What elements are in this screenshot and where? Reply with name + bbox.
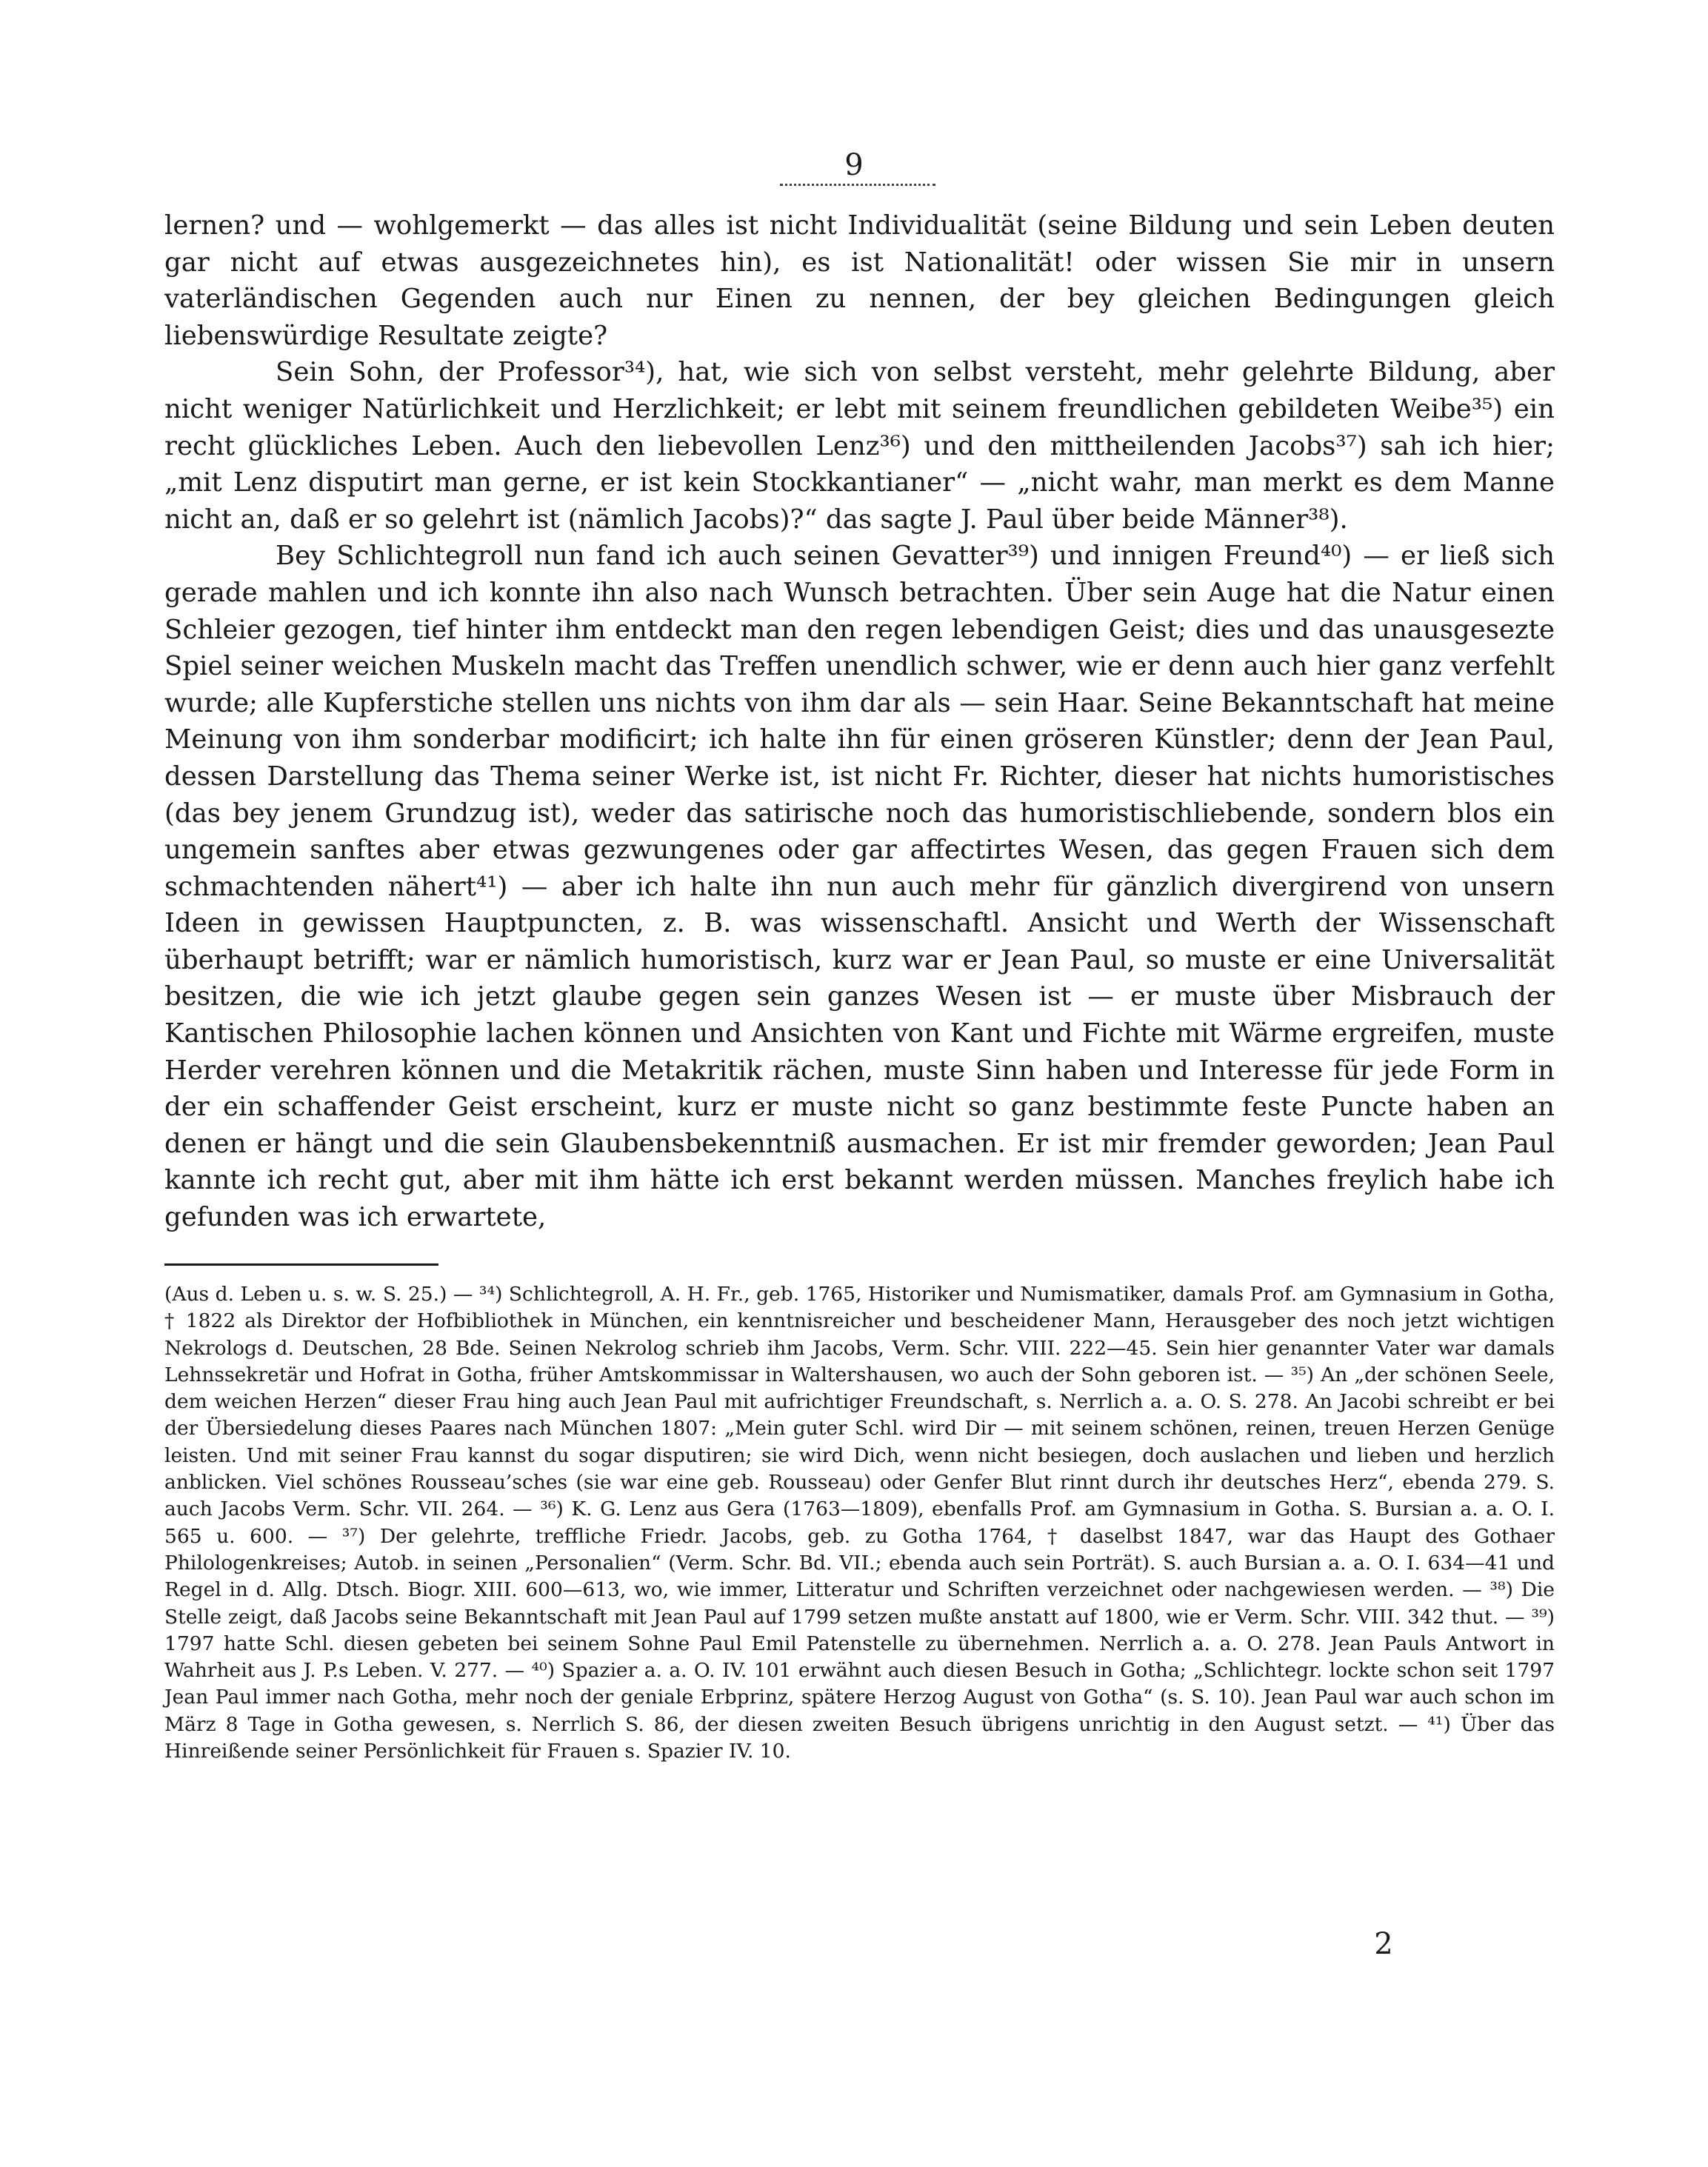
paragraph: lernen? und — wohlgemerkt — das alles ist nicht Individualität (seine Bildung und sein Leben deuten gar nicht auf etwas ausgezeichnetes hin), es ist Nationalität! oder wissen Sie mir in unsern vaterländischen Gegenden auch nur Einen zu nennen, der bey gleichen Bedingungen gleich liebenswürdige Resultate zeigte? [164, 210, 1555, 351]
footnote-block: (Aus d. Leben u. s. w. S. 25.) — ³⁴) Schlichtegroll, A. H. Fr., geb. 1765, Historiker und Numismatiker, damals Prof. am Gymnasium in Gotha, † 1822 als Direktor der Hofbibliothek in München, ein kenntnisreicher und bescheidener Mann, Herausgeber des noch jetzt wichtigen Nekrologs d. Deutschen, 28 Bde. Seinen Nekrolog schrieb ihm Jacobs, Verm. Schr. VIII. 222—45. Sein hier genannter Vater war damals Lehnssekretär und Hofrat in Gotha, früher Amtskommissar in Waltershausen, wo auch der Sohn geboren ist. — ³⁵) An „der schönen Seele, dem weichen Herzen“ dieser Frau hing auch Jean Paul mit aufrichtiger Freundschaft, s. Nerrlich a. a. O. S. 278. An Jacobi schreibt er bei der Übersiedelung dieses Paares nach München 1807: „Mein guter Schl. wird Dir — mit seinem schönen, reinen, treuen Herzen Genüge leisten. Und mit seiner Frau kannst du sogar disputiren; sie wird Dich, wenn nicht besiegen, doch auslachen und lieben und herzlich anblicken. Viel schönes Rousseau’sches (sie war eine geb. Rousseau) oder Genfer Blut rinnt durch ihr deutsches Herz“, ebenda 279. S. auch Jacobs Verm. Schr. VII. 264. — ³⁶) K. G. Lenz aus Gera (1763—1809), ebenfalls Prof. am Gymnasium in Gotha. S. Bursian a. a. O. I. 565 u. 600. — ³⁷) Der gelehrte, treffliche Friedr. Jacobs, geb. zu Gotha 1764, † daselbst 1847, war das Haupt des Gothaer Philologenkreises; Autob. in seinen „Personalien“ (Verm. Schr. Bd. VII.; ebenda auch sein Porträt). S. auch Bursian a. a. O. I. 634—41 und Regel in d. Allg. Dtsch. Biogr. XIII. 600—613, wo, wie immer, Litteratur und Schriften verzeichnet oder nachgewiesen werden. — ³⁸) Die Stelle zeigt, daß Jacobs seine Bekanntschaft mit Jean Paul auf 1799 setzen mußte anstatt auf 1800, wie er Verm. Schr. VIII. 342 thut. — ³⁹) 1797 hatte Schl. diesen gebeten bei seinem Sohne Paul Emil Patenstelle zu übernehmen. Nerrlich a. a. O. 278. Jean Pauls Antwort in Wahrheit aus J. P.s Leben. V. 277. — ⁴⁰) Spazier a. a. O. IV. 101 erwähnt auch diesen Besuch in Gotha; „Schlichtegr. lockte schon seit 1797 Jean Paul immer nach Gotha, mehr noch der geniale Erbprinz, spätere Herzog August von Gotha“ (s. S. 10). Jean Paul war auch schon im März 8 Tage in Gotha gewesen, s. Nerrlich S. 86, der diesen zweiten Besuch übrigens unrichtig in den August setzt. — ⁴¹) Über das Hinreißende seiner Persönlichkeit für Frauen s. Spazier IV. 10. [164, 1283, 1555, 1763]
paragraph: Bey Schlichtegroll nun fand ich auch seinen Gevatter³⁹) und innigen Freund⁴⁰) — er ließ sich gerade mahlen und ich konnte ihn also nach Wunsch betrachten. Über sein Auge hat die Natur einen Schleier gezogen, tief hinter ihm entdeckt man den regen lebendigen Geist; dies und das unausgesezte Spiel seiner weichen Muskeln macht das Treffen unendlich schwer, wie er denn auch hier ganz verfehlt wurde; alle Kupferstiche stellen uns nichts von ihm dar als — sein Haar. Seine Bekanntschaft hat meine Meinung von ihm sonderbar modificirt; ich halte ihn für einen gröseren Künstler; denn der Jean Paul, dessen Darstellung das Thema seiner Werke ist, ist nicht Fr. Richter, dieser hat nichts humoristisches (das bey jenem Grundzug ist), weder das satirische noch das humoristischliebende, sondern blos ein ungemein sanftes aber etwas gezwungenes oder gar affectirtes Wesen, das gegen Frauen sich dem schmachtenden nähert⁴¹) — aber ich halte ihn nun auch mehr für gänzlich divergirend von unsern Ideen in gewissen Hauptpuncten, z. B. was wissenschaftl. Ansicht und Werth der Wissenschaft überhaupt betrifft; war er nämlich humoristisch, kurz war er Jean Paul, so muste er eine Universalität besitzen, die wie ich jetzt glaube gegen sein ganzes Wesen ist — er muste über Misbrauch der Kantischen Philosophie lachen können und Ansichten von Kant und Fichte mit Wärme ergreifen, muste Herder verehren können und die Metakritik rächen, muste Sinn haben und Interesse für jede Form in der ein schaffender Geist erscheint, kurz er muste nicht so ganz bestimmte feste Puncte haben an denen er hängt und die sein Glaubensbekenntniß ausmachen. Er ist mir fremder geworden; Jean Paul kannte ich recht gut, aber mit ihm hätte ich erst bekannt werden müssen. Manches freylich habe ich gefunden was ich erwartete, [164, 541, 1555, 1233]
main-text [164, 207, 1555, 1236]
page-number: 9 [844, 148, 864, 182]
page-number-ornament [780, 176, 935, 186]
footnote-divider [164, 1263, 438, 1266]
footnotes [164, 1281, 1555, 1765]
signature-mark: 2 [1374, 1927, 1393, 1961]
paragraph: Sein Sohn, der Professor³⁴), hat, wie sich von selbst versteht, mehr gelehrte Bildung, aber nicht weniger Natürlichkeit und Herzlichkeit; er lebt mit seinem freundlichen gebildeten Weibe³⁵) ein recht glückliches Leben. Auch den liebevollen Lenz³⁶) und den mittheilenden Jacobs³⁷) sah ich hier; „mit Lenz disputirt man gerne, er ist kein Stockkantianer“ — „nicht wahr, man merkt es dem Manne nicht an, daß er so gelehrt ist (nämlich Jacobs)?“ das sagte J. Paul über beide Männer³⁸). [164, 357, 1555, 535]
